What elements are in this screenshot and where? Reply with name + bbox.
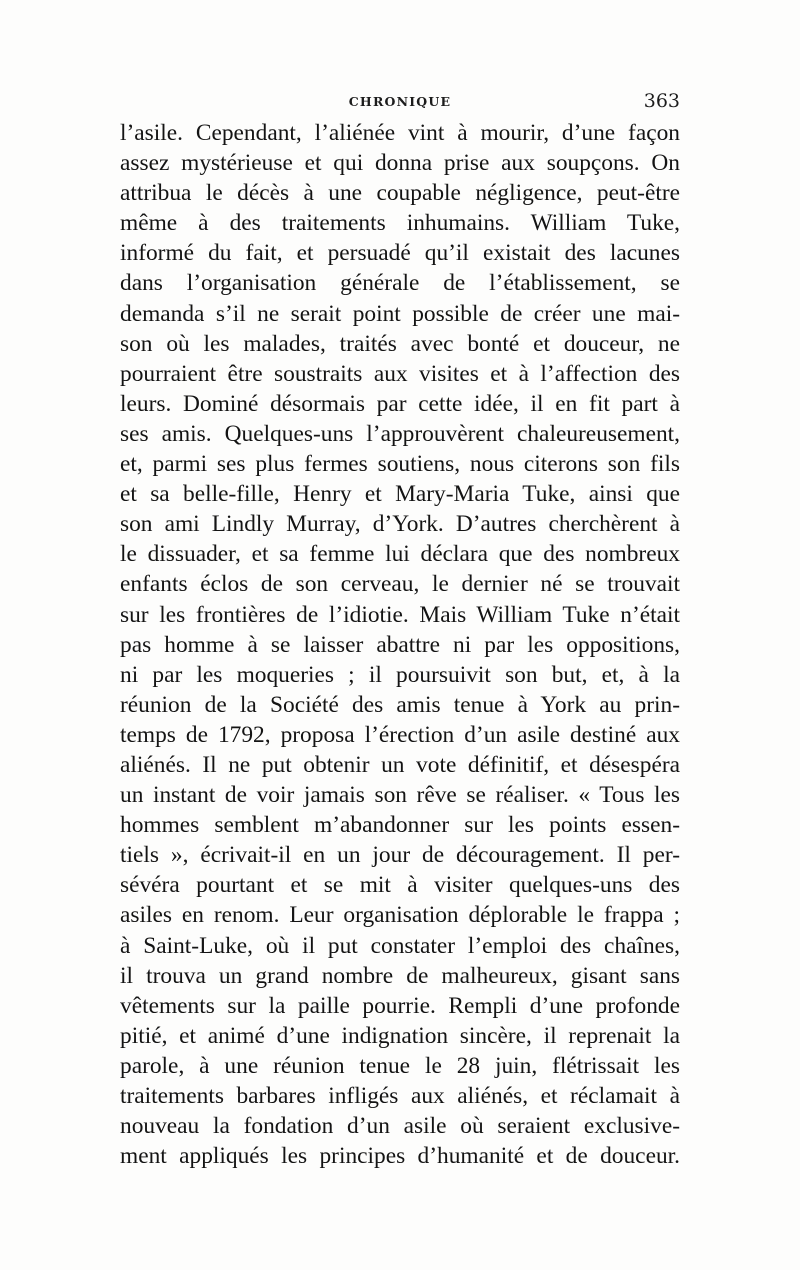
text-line: et sa belle-fille, Henry et Mary-Maria Tuke, ainsi que (120, 481, 680, 508)
text-line: ses amis. Quelques-uns l’approuvèrent chaleureusement, (120, 420, 680, 447)
text-line: aliénés. Il ne put obtenir un vote définitif, et désespéra (120, 751, 680, 778)
text-line: ni par les moqueries ; il poursuivit son but, et, à la (120, 661, 680, 688)
text-line: parole, à une réunion tenue le 28 juin, flétrissait les (120, 1052, 680, 1079)
text-line: pitié, et animé d’une indignation sincère, il reprenait la (120, 1022, 680, 1049)
text-line: le dissuader, et sa femme lui déclara que des nombreux (120, 541, 680, 568)
text-line: traitements barbares infligés aux aliénés, et réclamait à (120, 1083, 680, 1109)
text-line: assez mystérieuse et qui donna prise aux soupçons. On (120, 150, 680, 177)
text-line: enfants éclos de son cerveau, le dernier né se trouvait (120, 571, 680, 598)
text-line: attribua le décès à une coupable négligence, peut-être (120, 180, 680, 207)
text-line: à Saint-Luke, où il put constater l’emploi des chaînes, (120, 932, 680, 959)
text-line: informé du fait, et persuadé qu’il existait des lacunes (120, 240, 680, 267)
text-line: son ami Lindly Murray, d’York. D’autres cherchèrent à (120, 511, 680, 538)
text-line: il trouva un grand nombre de malheureux, gisant sans (120, 962, 680, 989)
text-line: temps de 1792, proposa l’érection d’un asile destiné aux (120, 721, 680, 748)
text-line: même à des traitements inhumains. William Tuke, (120, 210, 680, 237)
text-line: dans l’organisation générale de l’établissement, se (120, 270, 680, 297)
text-line: pas homme à se laisser abattre ni par les oppositions, (120, 631, 680, 658)
body-text (120, 118, 680, 1171)
text-line: réunion de la Société des amis tenue à York au prin- (120, 691, 680, 718)
text-line: leurs. Dominé désormais par cette idée, il en fit part à (120, 390, 680, 417)
text-line: hommes semblent m’abandonner sur les points essen- (120, 812, 680, 839)
text-line: demanda s’il ne serait point possible de créer une mai- (120, 300, 680, 327)
text-line: et, parmi ses plus fermes soutiens, nous citerons son fils (120, 451, 680, 478)
text-line: pourraient être soustraits aux visites et à l’affection des (120, 360, 680, 387)
text-line: sur les frontières de l’idiotie. Mais William Tuke n’était (120, 601, 680, 628)
text-line: asiles en renom. Leur organisation déplorable le frappa ; (120, 902, 680, 929)
text-line: ment appliqués les principes d’humanité et de douceur. (120, 1143, 680, 1170)
running-head (120, 90, 680, 114)
text-line: un instant de voir jamais son rêve se réaliser. « Tous les (120, 782, 680, 809)
text-line: l’asile. Cependant, l’aliénée vint à mourir, d’une façon (120, 120, 680, 146)
running-title: CHRONIQUE (348, 94, 452, 109)
text-line: son où les malades, traités avec bonté et douceur, ne (120, 330, 680, 357)
text-line: nouveau la fondation d’un asile où seraient exclusive- (120, 1113, 680, 1140)
text-line: sévéra pourtant et se mit à visiter quelques-uns des (120, 872, 680, 899)
page-number: 363 (643, 90, 680, 112)
text-line: tiels », écrivait-il en un jour de découragement. Il per- (120, 842, 680, 869)
text-line: vêtements sur la paille pourrie. Rempli d’une profonde (120, 992, 680, 1019)
